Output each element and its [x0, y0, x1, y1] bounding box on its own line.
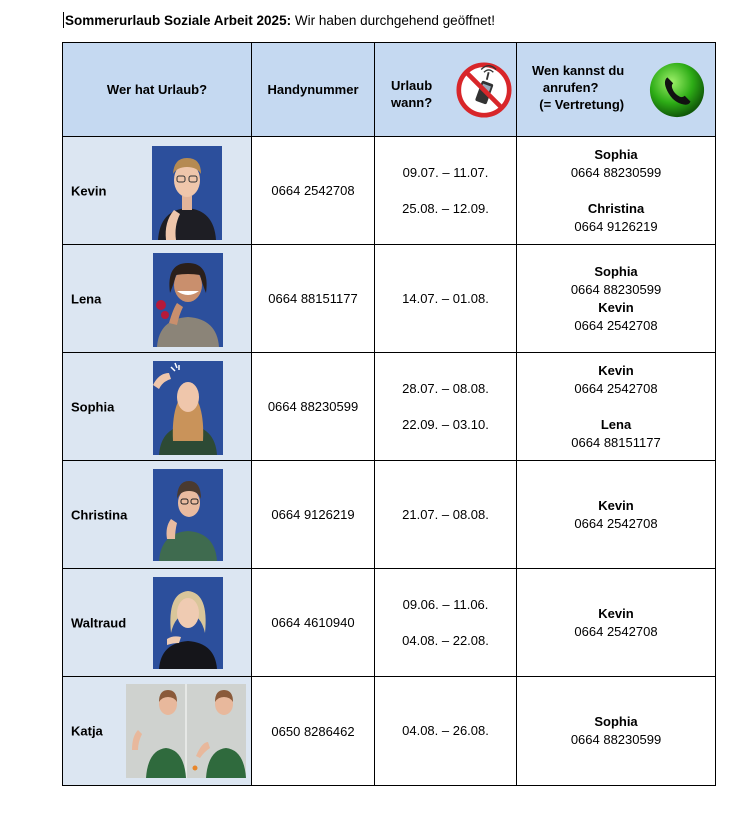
no-mobile-phone-icon: [456, 62, 512, 118]
dates-cell: 09.06. – 11.06. 04.08. – 22.08.: [375, 569, 517, 677]
phone-cell: [252, 569, 375, 677]
dates-cell: 14.07. – 01.08.: [375, 245, 517, 353]
person-cell: [63, 137, 252, 245]
dates-cell: 28.07. – 08.08. 22.09. – 03.10.: [375, 353, 517, 461]
person-name: Christina: [71, 507, 128, 522]
photo-christina: [153, 469, 223, 561]
table-row: [63, 137, 716, 245]
photo-waltraud: [153, 577, 223, 669]
green-phone-icon: [648, 61, 706, 119]
phone-cell: [252, 245, 375, 353]
header-when: [375, 43, 517, 137]
text-cursor: [63, 12, 64, 28]
dates-cell: 04.08. – 26.08.: [375, 677, 517, 786]
table-row: [63, 569, 716, 677]
photo-katja: [126, 684, 246, 778]
table-header-row: [63, 43, 716, 137]
phone-number: 0664 88230599: [267, 399, 359, 414]
photo-lena: [153, 253, 223, 347]
header-who-label: Wer hat Urlaub?: [106, 82, 208, 97]
person-name: Sophia: [71, 399, 115, 414]
header-substitute-label: Wen kannst du anrufen? (= Vertretung): [532, 63, 625, 112]
phone-cell: [252, 677, 375, 786]
table-row: [63, 461, 716, 569]
phone-number: 0650 8286462: [271, 723, 355, 739]
table-row: [63, 677, 716, 786]
photo-kevin: [152, 146, 222, 240]
header-substitute: [517, 43, 716, 137]
phone-number: 0664 88151177: [268, 291, 358, 306]
person-name: Katja: [71, 723, 103, 739]
title-rest: Wir haben durchgehend geöffnet!: [291, 13, 495, 28]
phone-cell: [252, 137, 375, 245]
phone-number: 0664 2542708: [271, 183, 355, 198]
header-phone: [252, 43, 375, 137]
header-phone-label: Handynummer: [267, 82, 359, 97]
phone-cell: [252, 353, 375, 461]
dates-cell: 21.07. – 08.08.: [375, 461, 517, 569]
table-row: [63, 245, 716, 353]
photo-sophia: [153, 361, 223, 455]
document-title: [63, 12, 495, 28]
substitute-cell: Kevin 0664 2542708: [517, 569, 716, 677]
phone-cell: [252, 461, 375, 569]
dates-cell: 09.07. – 11.07. 25.08. – 12.09.: [375, 137, 517, 245]
person-cell: [63, 353, 252, 461]
person-name: Kevin: [71, 183, 107, 198]
header-when-label: Urlaub wann?: [391, 78, 433, 110]
person-cell: [63, 569, 252, 677]
phone-number: 0664 4610940: [271, 615, 355, 630]
substitute-cell: Sophia 0664 88230599 Kevin 0664 2542708: [517, 245, 716, 353]
person-name: Lena: [71, 291, 102, 306]
person-name: Waltraud: [71, 615, 127, 630]
phone-number: 0664 9126219: [271, 507, 355, 522]
substitute-cell: Kevin 0664 2542708 Lena 0664 88151177: [517, 353, 716, 461]
substitute-cell: Sophia 0664 88230599 Christina 0664 9126219: [517, 137, 716, 245]
title-bold: Sommerurlaub Soziale Arbeit 2025:: [65, 13, 292, 28]
vacation-table: [62, 42, 716, 786]
substitute-cell: Kevin 0664 2542708: [517, 461, 716, 569]
table-row: [63, 353, 716, 461]
person-cell: [63, 677, 252, 786]
person-cell: [63, 245, 252, 353]
header-who: [63, 43, 252, 137]
person-cell: [63, 461, 252, 569]
substitute-cell: Sophia 0664 88230599: [517, 677, 716, 786]
